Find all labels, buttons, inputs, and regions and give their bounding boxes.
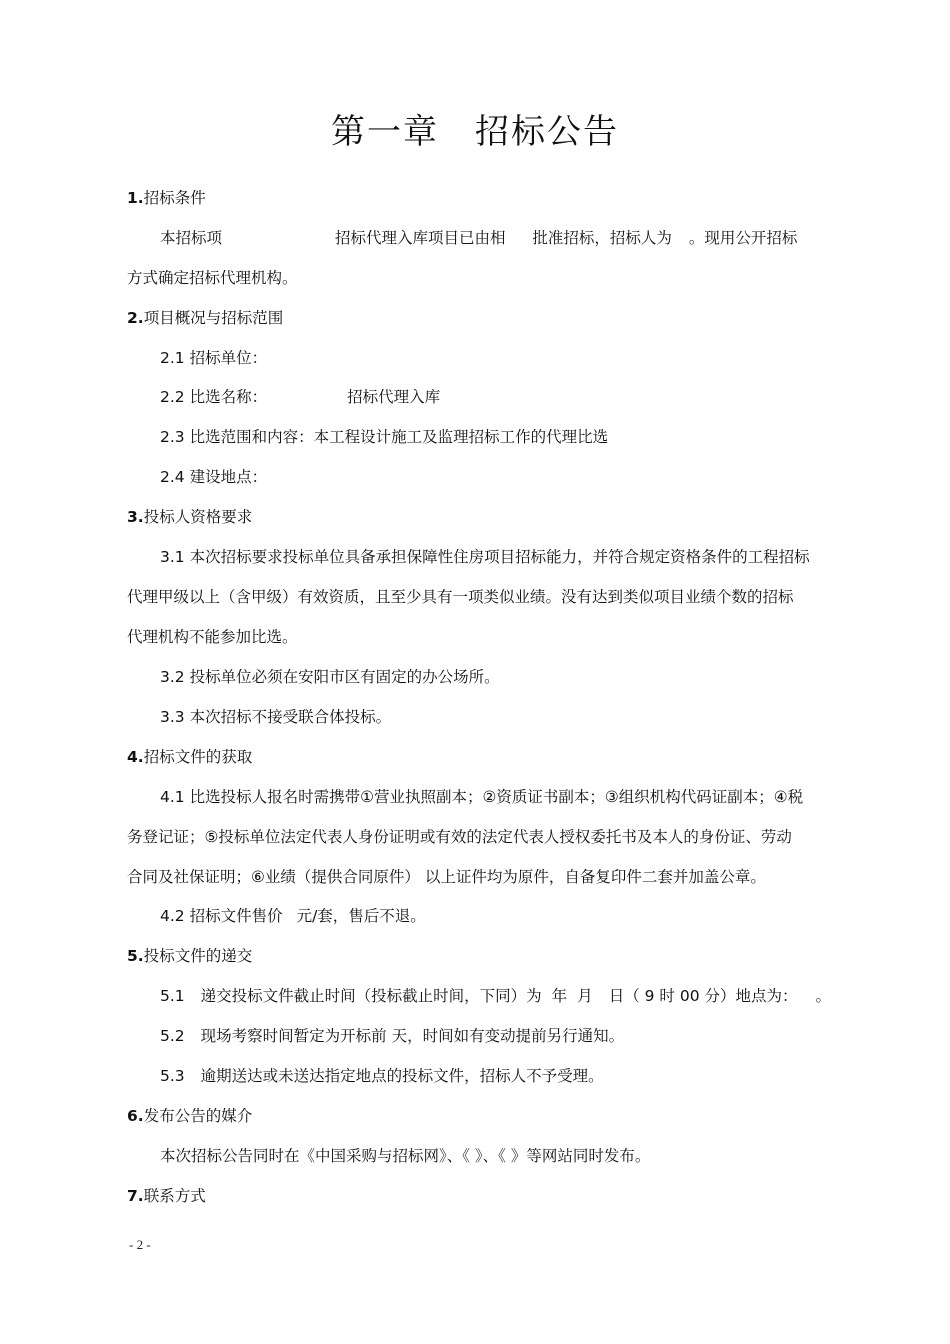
chapter-number: 第一章 [331, 112, 439, 152]
item-2-2: 2.2 比选名称： 招标代理入库 [160, 388, 441, 406]
section-1-paragraph-line-1: 本招标项 招标代理入库项目已由相 批准招标，招标人为 。现用公开招标 [160, 229, 798, 247]
item-3-2: 3.2 投标单位必须在安阳市区有固定的办公场所。 [160, 668, 500, 686]
item-5-1: 5.1 递交投标文件截止时间（投标截止时间，下同）为 年 月 日（ 9 时 00 分）地点为： 。 [160, 987, 832, 1005]
item-4-1-line-2: 务登记证；⑤投标单位法定代表人身份证明或有效的法定代表人授权委托书及本人的身份证、劳动 [127, 828, 792, 846]
section-5-heading: 5.投标文件的递交 [127, 947, 253, 965]
item-4-1-line-3: 合同及社保证明；⑥业绩（提供合同原件） 以上证件均为原件，自备复印件二套并加盖公章。 [127, 868, 766, 886]
section-1-paragraph-line-2: 方式确定招标代理机构。 [127, 269, 298, 287]
page-number: - 2 - [129, 1237, 151, 1252]
item-2-3: 2.3 比选范围和内容：本工程设计施工及监理招标工作的代理比选 [160, 428, 609, 446]
item-5-3: 5.3 逾期送达或未送达指定地点的投标文件，招标人不予受理。 [160, 1067, 604, 1085]
section-3-heading: 3.投标人资格要求 [127, 508, 253, 526]
item-4-1-line-1: 4.1 比选投标人报名时需携带①营业执照副本；②资质证书副本；③组织机构代码证副本；④税 [160, 788, 804, 806]
section-6-paragraph: 本次招标公告同时在《中国采购与招标网》、《 》、《 》等网站同时发布。 [160, 1147, 651, 1165]
item-3-1-line-2: 代理甲级以上（含甲级）有效资质，且至少具有一项类似业绩。没有达到类似项目业绩个数的招标 [127, 588, 794, 606]
item-5-2: 5.2 现场考察时间暂定为开标前 天，时间如有变动提前另行通知。 [160, 1027, 625, 1045]
item-4-2: 4.2 招标文件售价 元/套，售后不退。 [160, 907, 426, 925]
chapter-title [0, 108, 950, 156]
chapter-heading: 招标公告 [475, 112, 619, 152]
section-6-heading: 6.发布公告的媒介 [127, 1107, 253, 1125]
item-2-4: 2.4 建设地点： [160, 468, 268, 486]
item-3-1-line-1: 3.1 本次招标要求投标单位具备承担保障性住房项目招标能力，并符合规定资格条件的工程招标 [160, 548, 810, 566]
section-2-heading: 2.项目概况与招标范围 [127, 309, 284, 327]
section-1-heading: 1.招标条件 [127, 189, 206, 207]
item-3-1-line-3: 代理机构不能参加比选。 [127, 628, 298, 646]
section-4-heading: 4.招标文件的获取 [127, 748, 253, 766]
item-3-3: 3.3 本次招标不接受联合体投标。 [160, 708, 392, 726]
section-7-heading: 7.联系方式 [127, 1187, 206, 1205]
item-2-1: 2.1 招标单位： [160, 349, 268, 367]
